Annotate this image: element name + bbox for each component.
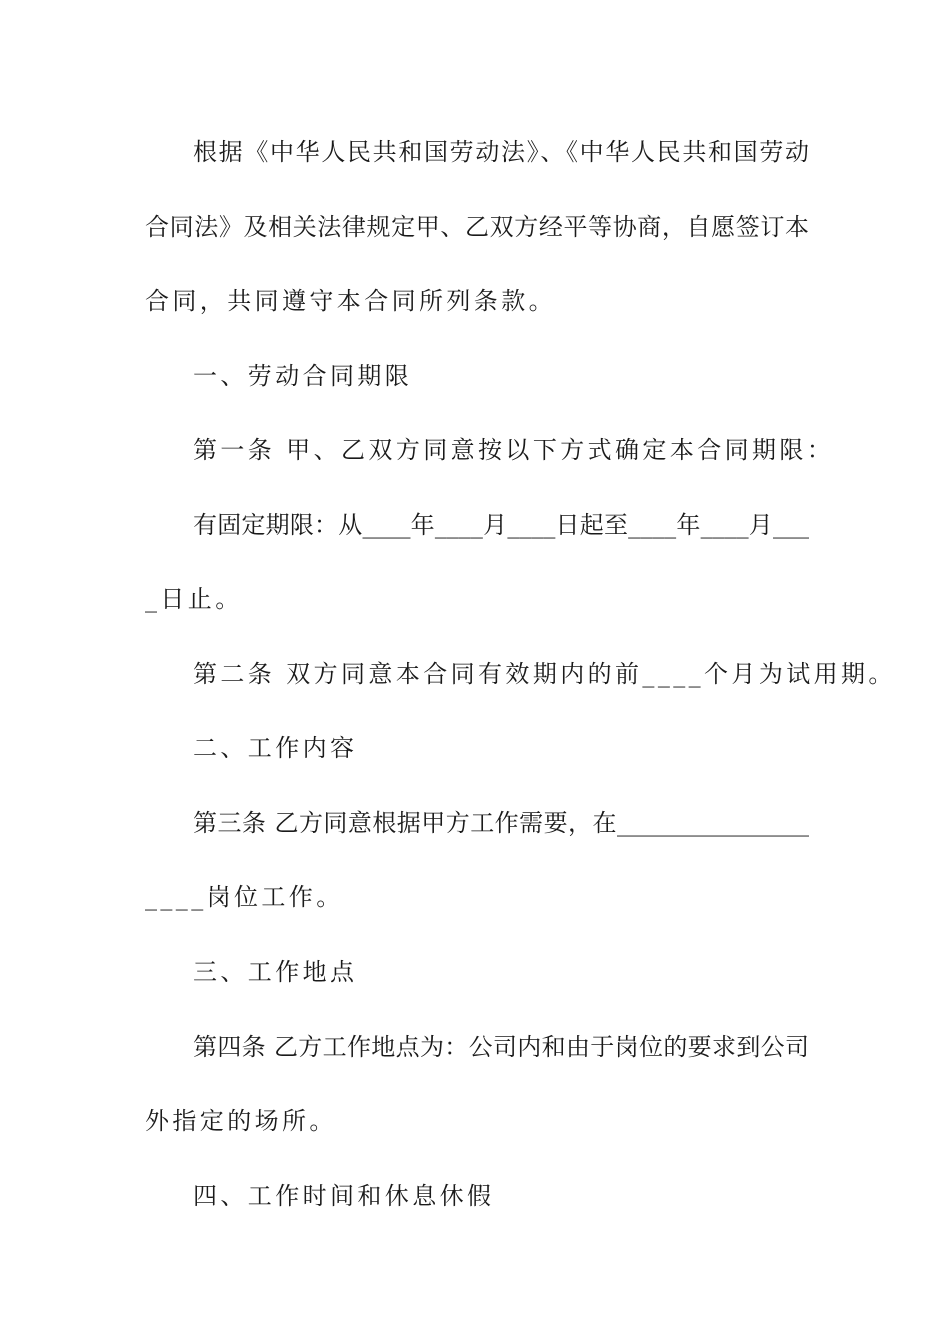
article-line: 第二条 双方同意本合同有效期内的前____个月为试用期。 bbox=[193, 660, 896, 688]
paragraph-line: ____岗位工作。 bbox=[145, 883, 344, 911]
paragraph-line: 外指定的场所。 bbox=[145, 1107, 337, 1135]
section-heading: 三、工作地点 bbox=[193, 958, 358, 986]
paragraph-line: 合同，共同遵守本合同所列条款。 bbox=[145, 287, 556, 315]
article-line: 第三条 乙方同意根据甲方工作需要，在________________ bbox=[193, 809, 809, 837]
paragraph-line: 合同法》及相关法律规定甲、乙双方经平等协商，自愿签订本 bbox=[145, 213, 809, 241]
paragraph-line: 根据《中华人民共和国劳动法》、《中华人民共和国劳动 bbox=[193, 138, 809, 166]
section-heading: 四、工作时间和休息休假 bbox=[193, 1182, 495, 1210]
article-line: 第一条 甲、乙双方同意按以下方式确定本合同期限： bbox=[193, 436, 835, 464]
section-heading: 二、工作内容 bbox=[193, 734, 358, 762]
section-heading: 一、劳动合同期限 bbox=[193, 362, 413, 390]
paragraph-line: _日止。 bbox=[145, 585, 243, 613]
paragraph-line: 有固定期限：从____年____月____日起至____年____月___ bbox=[193, 511, 809, 539]
article-line: 第四条 乙方工作地点为：公司内和由于岗位的要求到公司 bbox=[193, 1033, 809, 1061]
